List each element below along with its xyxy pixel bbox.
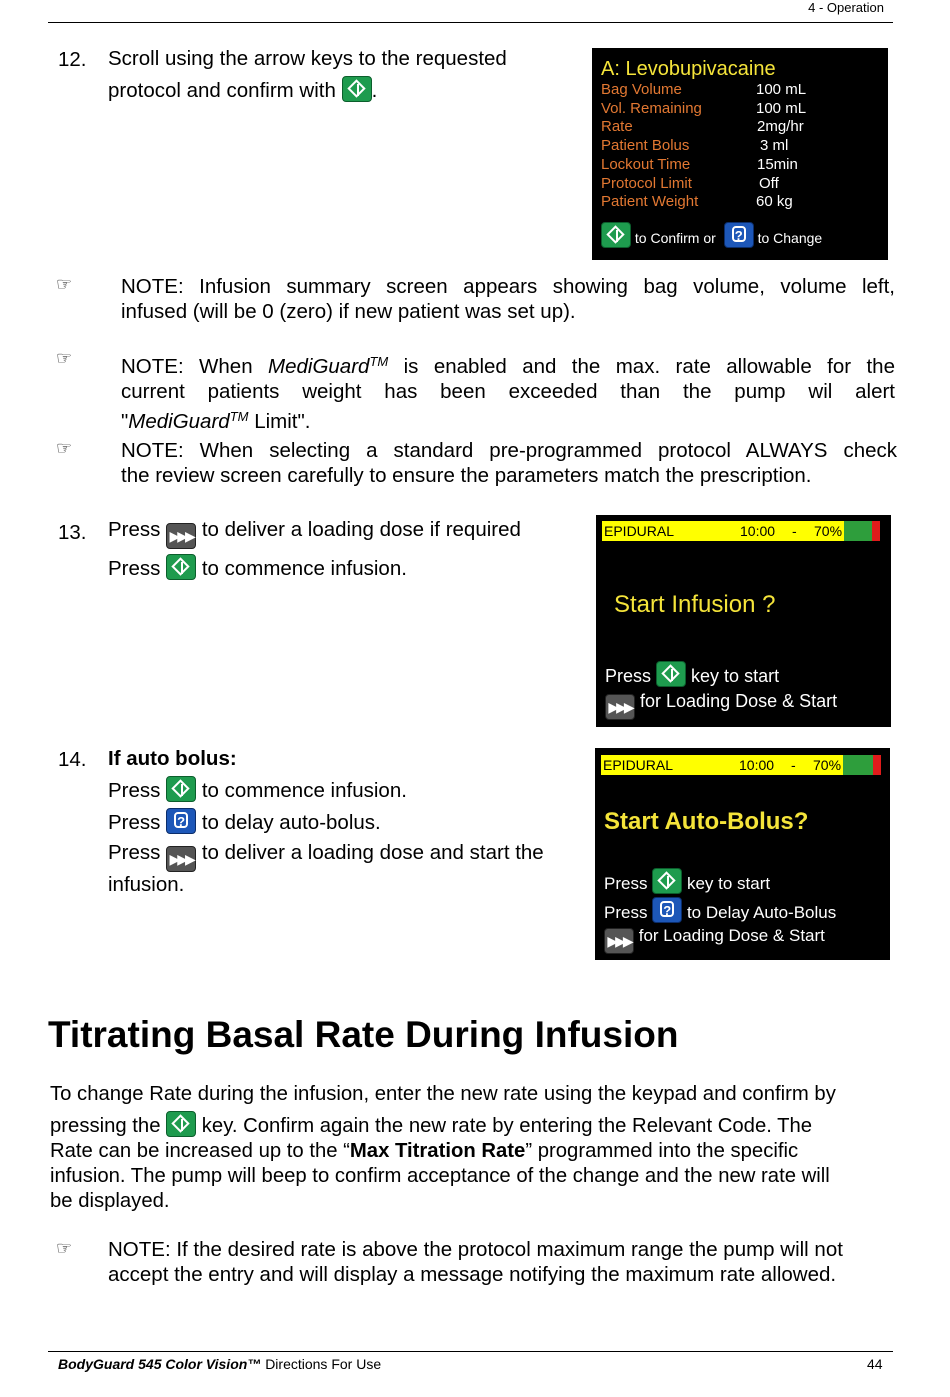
note-hand-icon: ☞ (56, 274, 73, 294)
press-label: Press (605, 666, 652, 686)
screen3-loading-line (604, 926, 825, 954)
trademark: TM (229, 409, 249, 424)
note-2-text-b: is enabled and the max. rate allowable for the (403, 355, 895, 378)
help-key-icon (652, 897, 682, 923)
screen3-delay-line (604, 897, 836, 923)
para-line2 (50, 1111, 900, 1139)
para-line2-b: key. Confirm again the new rate by entering the Relevant Code. The (201, 1115, 813, 1137)
loading-dose-label: for Loading Dose & Start (640, 691, 838, 711)
mediguard-brand: MediGuard (128, 410, 230, 433)
battery-low-marker (873, 755, 881, 775)
status-bar (601, 755, 881, 775)
footer-product: BodyGuard 545 Color Vision™ (58, 1356, 262, 1372)
para-line4: infusion. The pump will beep to confirm acceptance of the change and the new rate will (50, 1165, 830, 1187)
step-13-number: 13. (58, 521, 87, 544)
press-label: Press (108, 811, 161, 834)
para-line2-a: pressing the (50, 1115, 161, 1137)
confirm-key-icon (166, 1111, 196, 1137)
status-dash: - (792, 523, 797, 539)
note-2 (121, 349, 895, 434)
step-14-line2 (108, 808, 588, 835)
protocol-row (601, 137, 881, 156)
row-value: 2mg/hr (757, 118, 804, 136)
start-infusion-title: Start Infusion ? (614, 591, 776, 618)
para-line1: To change Rate during the infusion, enter the new rate using the keypad and confirm by (50, 1083, 836, 1105)
step-13-line1-rest: to deliver a loading dose if required (201, 518, 521, 541)
row-label: Patient Bolus (601, 137, 690, 155)
protocol-row (601, 156, 881, 175)
fast-forward-key-icon: ▶▶▶ (166, 846, 196, 872)
page-section-header: 4 - Operation (808, 0, 884, 15)
status-time: 10:00 (739, 757, 775, 773)
row-value: 100 mL (756, 81, 807, 98)
footer-doc-title (58, 1356, 381, 1372)
row-value: 100 mL (756, 99, 807, 117)
row-label: Patient Weight (601, 193, 699, 211)
step-13-text (108, 517, 588, 581)
step-12-line1: Scroll using the arrow keys to the requested (108, 47, 507, 70)
note-1 (121, 274, 895, 324)
note-3 (121, 438, 897, 488)
start-infusion-screen (596, 515, 891, 727)
protocol-row (601, 100, 881, 119)
para-line3 (50, 1139, 900, 1164)
step-14-text (108, 746, 588, 897)
row-value: Off (759, 174, 779, 192)
row-value: 15min (757, 155, 798, 173)
page-number: 44 (867, 1356, 883, 1372)
note-2-line3 (121, 404, 895, 434)
note-2-text-a: NOTE: When (121, 355, 253, 378)
note-2-line1 (121, 349, 895, 379)
step-14-line1-rest: to commence infusion. (201, 779, 407, 802)
fast-forward-key-icon: ▶▶▶ (166, 523, 196, 549)
help-key-icon (166, 808, 196, 834)
section-note-line1: NOTE: If the desired rate is above the protocol maximum range the pump will not (108, 1238, 843, 1261)
status-dash: - (791, 757, 796, 773)
protocol-row (601, 193, 881, 212)
note-3-line2: the review screen carefully to ensure the parameters match the prescription. (121, 464, 812, 487)
step-12-period: . (371, 79, 378, 102)
protocol-title: A: Levobupivacaine (601, 58, 776, 80)
note-hand-icon: ☞ (56, 1238, 73, 1258)
step-12-number: 12. (58, 48, 87, 71)
trademark: TM (369, 354, 389, 369)
step-13-line2 (108, 554, 588, 581)
step-14-line3-rest: to deliver a loading dose and start the (201, 841, 544, 864)
delay-auto-bolus-label: to Delay Auto-Bolus (686, 903, 837, 922)
note-1-line2: infused (will be 0 (zero) if new patient was set up). (121, 300, 576, 323)
section-paragraph (50, 1082, 900, 1214)
step-14-line1 (108, 776, 588, 803)
step-12-line2-text: protocol and confirm with (108, 79, 336, 102)
footer-rule (48, 1351, 893, 1352)
press-label: Press (108, 841, 161, 864)
note-2-limit: Limit". (254, 410, 311, 433)
screen2-loading-line (605, 691, 837, 720)
status-bar (602, 521, 880, 541)
para-line3-a: Rate can be increased up to the “ (50, 1140, 350, 1162)
row-label: Rate (601, 118, 633, 136)
status-mode: EPIDURAL (603, 757, 674, 773)
note-1-line1: NOTE: Infusion summary screen appears showing bag volume, volume left, (121, 275, 895, 298)
help-key-icon (724, 222, 754, 248)
press-label: Press (108, 557, 161, 580)
protocol-footer (601, 222, 822, 248)
press-label: Press (108, 779, 161, 802)
section-note-line2: accept the entry and will display a message notifying the maximum rate allowed. (108, 1263, 837, 1286)
start-auto-bolus-title: Start Auto-Bolus? (604, 808, 809, 835)
row-label: Vol. Remaining (601, 99, 702, 117)
note-hand-icon: ☞ (56, 348, 73, 368)
section-note (108, 1237, 898, 1287)
confirm-key-icon (601, 222, 631, 248)
section-title: Titrating Basal Rate During Infusion (48, 1014, 679, 1055)
step-12-line2 (108, 76, 578, 103)
protocol-summary-screen (592, 48, 888, 260)
fast-forward-key-icon: ▶▶▶ (605, 694, 635, 720)
row-label: Bag Volume (601, 81, 682, 98)
key-to-start-label: key to start (691, 666, 780, 686)
protocol-row (601, 118, 881, 137)
key-to-start-label: key to start (686, 874, 771, 893)
step-14-line2-rest: to delay auto-bolus. (201, 811, 381, 834)
para-line3-b: ” programmed into the specific (525, 1140, 799, 1162)
battery-level (844, 521, 872, 541)
status-mode: EPIDURAL (604, 523, 675, 539)
battery-low-marker (872, 521, 880, 541)
protocol-row (601, 175, 881, 194)
para-line5: be displayed. (50, 1190, 170, 1212)
loading-dose-label: for Loading Dose & Start (638, 926, 825, 945)
battery-level (843, 755, 873, 775)
protocol-rows (601, 81, 881, 212)
step-14-line3 (108, 840, 588, 872)
note-hand-icon: ☞ (56, 438, 73, 458)
screen2-press-line (605, 661, 779, 687)
protocol-row (601, 81, 881, 100)
step-14-heading: If auto bolus: (108, 747, 237, 770)
note-3-line1: NOTE: When selecting a standard pre-programmed protocol ALWAYS check (121, 439, 897, 462)
confirm-key-icon (342, 76, 372, 102)
press-label: Press (108, 518, 161, 541)
step-14-line4: infusion. (108, 873, 185, 896)
confirm-hint: to Confirm or (634, 230, 716, 246)
confirm-key-icon (166, 554, 196, 580)
status-time: 10:00 (740, 523, 776, 539)
row-value: 60 kg (756, 193, 793, 211)
battery-percent: 70% (814, 523, 843, 539)
confirm-key-icon (166, 776, 196, 802)
press-label: Press (604, 903, 648, 922)
step-14-number: 14. (58, 748, 87, 771)
confirm-key-icon (652, 868, 682, 894)
change-hint: to Change (757, 230, 823, 246)
step-12-text (108, 46, 578, 103)
row-label: Protocol Limit (601, 174, 692, 192)
header-rule (48, 22, 893, 23)
row-value: 3 ml (760, 137, 789, 155)
mediguard-brand: MediGuard (268, 355, 370, 378)
step-13-line2-rest: to commence infusion. (201, 557, 407, 580)
screen3-press-line (604, 868, 770, 894)
confirm-key-icon (656, 661, 686, 687)
note-2-line2: current patients weight has been exceeded than the pump wil alert (121, 380, 895, 403)
step-13-line1 (108, 517, 588, 549)
max-titration-rate: Max Titration Rate (349, 1140, 526, 1162)
footer-doc-name: Directions For Use (265, 1356, 382, 1372)
start-auto-bolus-screen (595, 748, 890, 960)
row-label: Lockout Time (601, 155, 691, 173)
quote-mark: " (121, 410, 129, 433)
press-label: Press (604, 874, 648, 893)
battery-percent: 70% (813, 757, 842, 773)
fast-forward-key-icon: ▶▶▶ (604, 928, 634, 954)
